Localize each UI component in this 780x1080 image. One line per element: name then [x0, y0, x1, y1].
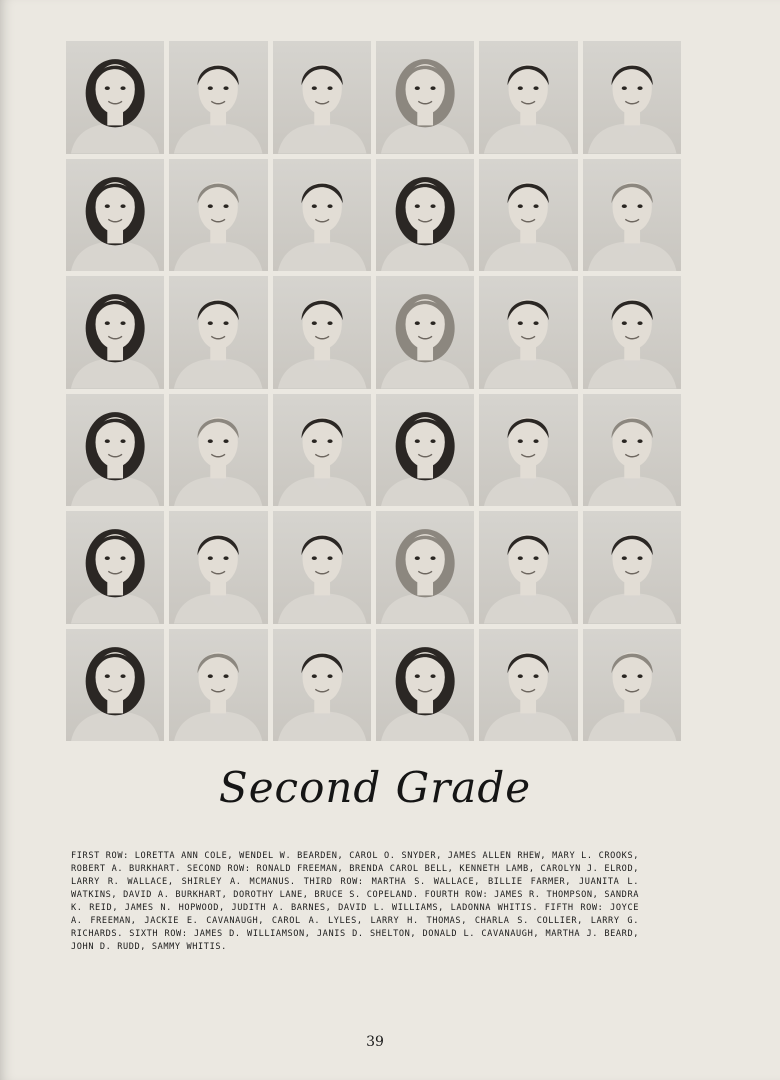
student-portrait [273, 159, 371, 272]
student-portrait [66, 629, 164, 742]
student-portrait [583, 394, 681, 507]
student-portrait [169, 276, 267, 389]
student-portrait [479, 394, 577, 507]
student-portrait [376, 41, 474, 154]
page-title: Second Grade [218, 763, 532, 812]
student-portrait [376, 629, 474, 742]
student-portrait [169, 629, 267, 742]
student-portrait [273, 511, 371, 624]
student-portrait [273, 629, 371, 742]
student-portrait [66, 511, 164, 624]
photo-grid [66, 41, 681, 741]
student-portrait [169, 511, 267, 624]
student-portrait [479, 629, 577, 742]
student-portrait [66, 394, 164, 507]
student-portrait [583, 629, 681, 742]
student-portrait [66, 41, 164, 154]
student-portrait [583, 511, 681, 624]
student-portrait [479, 511, 577, 624]
page-number: 39 [366, 1034, 384, 1050]
student-portrait [66, 159, 164, 272]
student-portrait [273, 394, 371, 507]
student-portrait [273, 276, 371, 389]
student-portrait [479, 276, 577, 389]
student-portrait [376, 276, 474, 389]
names-caption: FIRST ROW: LORETTA ANN COLE, WENDEL W. BEARDEN, CAROL O. SNYDER, JAMES ALLEN RHEW, MARY L. CROOKS, ROBERT A. BURKHART. SECOND ROW: RONALD FREEMAN, BRENDA CAROL BELL, KENNETH LAMB, CAROLYN J. ELROD, LARRY R. WALLACE, SHIRLEY A. MCMANUS. THIRD ROW: MARTHA S. WALLACE, BILLIE FARMER, JUANITA L. WATKINS, DAVID A. BURKHART, DOROTHY LANE, BRUCE S. COPELAND. FOURTH ROW: JAMES R. THOMPSON, SANDRA K. REID, JAMES N. HOPWOOD, JUDITH A. BARNES, DAVID L. WILLIAMS, LADONNA WHITIS. FIFTH ROW: JOYCE A. FREEMAN, JACKIE E. CAVANAUGH, CAROL A. LYLES, LARRY H. THOMAS, CHARLA S. COLLIER, LARRY G. RICHARDS. SIXTH ROW: JAMES D. WILLIAMSON, JANIS D. SHELTON, DONALD L. CAVANAUGH, MARTHA J. BEARD, JOHN D. RUDD, SAMMY WHITIS. [71, 851, 639, 952]
student-portrait [169, 159, 267, 272]
student-portrait [376, 394, 474, 507]
student-portrait [169, 394, 267, 507]
student-portrait [583, 276, 681, 389]
student-portrait [376, 511, 474, 624]
student-portrait [66, 276, 164, 389]
student-portrait [169, 41, 267, 154]
student-portrait [376, 159, 474, 272]
student-portrait [583, 41, 681, 154]
student-portrait [479, 41, 577, 154]
student-portrait [273, 41, 371, 154]
student-portrait [583, 159, 681, 272]
student-portrait [479, 159, 577, 272]
